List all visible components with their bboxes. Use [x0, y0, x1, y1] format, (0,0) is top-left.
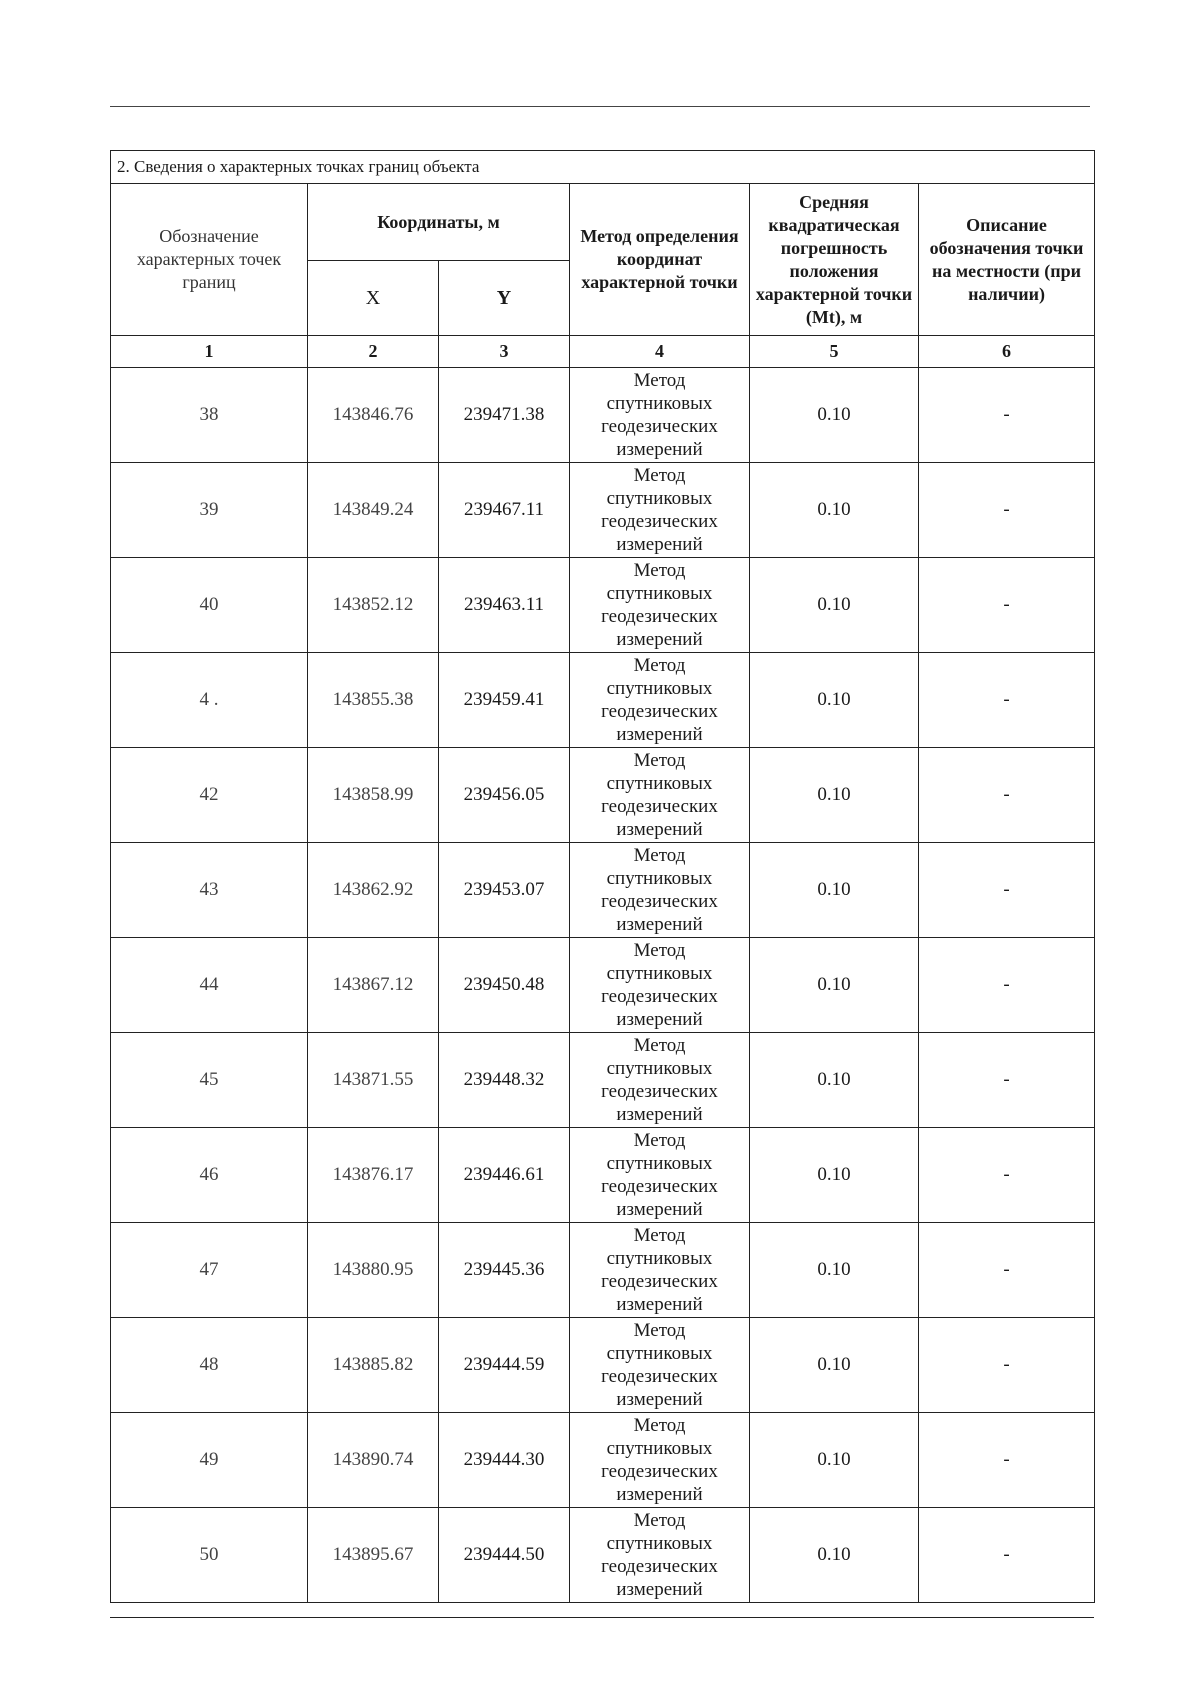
description-cell: - — [919, 1413, 1095, 1508]
column-number: 6 — [919, 336, 1095, 368]
x-coordinate-cell: 143880.95 — [308, 1223, 439, 1318]
error-cell: 0.10 — [750, 938, 919, 1033]
point-id-cell: 40 — [111, 558, 308, 653]
method-cell: Метод спутниковых геодезических измерений — [570, 1413, 750, 1508]
x-coordinate-cell: 143862.92 — [308, 843, 439, 938]
method-cell: Метод спутниковых геодезических измерений — [570, 1128, 750, 1223]
boundary-points-table-wrap — [110, 150, 1094, 1618]
method-cell: Метод спутниковых геодезических измерений — [570, 938, 750, 1033]
point-id-cell: 46 — [111, 1128, 308, 1223]
x-coordinate-cell: 143855.38 — [308, 653, 439, 748]
description-cell: - — [919, 653, 1095, 748]
description-cell: - — [919, 1223, 1095, 1318]
description-cell: - — [919, 843, 1095, 938]
table-row — [111, 843, 1095, 938]
table-row — [111, 558, 1095, 653]
header-method: Метод определения координат характерной точки — [570, 184, 750, 336]
y-coordinate-cell: 239444.59 — [439, 1318, 570, 1413]
x-coordinate-cell: 143895.67 — [308, 1508, 439, 1603]
table-body — [111, 368, 1095, 1603]
x-coordinate-cell: 143885.82 — [308, 1318, 439, 1413]
y-coordinate-cell: 239450.48 — [439, 938, 570, 1033]
error-cell: 0.10 — [750, 463, 919, 558]
method-cell: Метод спутниковых геодезических измерений — [570, 843, 750, 938]
x-coordinate-cell: 143867.12 — [308, 938, 439, 1033]
column-number: 5 — [750, 336, 919, 368]
table-row — [111, 1508, 1095, 1603]
table-row — [111, 938, 1095, 1033]
x-coordinate-cell: 143846.76 — [308, 368, 439, 463]
column-number: 4 — [570, 336, 750, 368]
error-cell: 0.10 — [750, 843, 919, 938]
error-cell: 0.10 — [750, 1128, 919, 1223]
header-description: Описание обозначения точки на местности (при наличии) — [919, 184, 1095, 336]
method-cell: Метод спутниковых геодезических измерений — [570, 1223, 750, 1318]
point-id-cell: 49 — [111, 1413, 308, 1508]
description-cell: - — [919, 1033, 1095, 1128]
header-designation: Обозначение характерных точек границ — [111, 184, 308, 336]
x-coordinate-cell: 143858.99 — [308, 748, 439, 843]
boundary-points-table — [110, 150, 1095, 1603]
y-coordinate-cell: 239448.32 — [439, 1033, 570, 1128]
bottom-rule — [110, 1617, 1094, 1618]
y-coordinate-cell: 239446.61 — [439, 1128, 570, 1223]
y-coordinate-cell: 239444.50 — [439, 1508, 570, 1603]
point-id-cell: 48 — [111, 1318, 308, 1413]
error-cell: 0.10 — [750, 1508, 919, 1603]
y-coordinate-cell: 239445.36 — [439, 1223, 570, 1318]
error-cell: 0.10 — [750, 1033, 919, 1128]
title-row — [111, 151, 1095, 184]
method-cell: Метод спутниковых геодезических измерений — [570, 1033, 750, 1128]
table-row — [111, 1033, 1095, 1128]
method-cell: Метод спутниковых геодезических измерений — [570, 558, 750, 653]
point-id-cell: 43 — [111, 843, 308, 938]
x-coordinate-cell: 143890.74 — [308, 1413, 439, 1508]
point-id-cell: 44 — [111, 938, 308, 1033]
table-title: 2. Сведения о характерных точках границ объекта — [111, 151, 1095, 184]
description-cell: - — [919, 938, 1095, 1033]
header-x: X — [308, 261, 439, 336]
error-cell: 0.10 — [750, 1223, 919, 1318]
point-id-cell: 39 — [111, 463, 308, 558]
point-id-cell: 45 — [111, 1033, 308, 1128]
y-coordinate-cell: 239459.41 — [439, 653, 570, 748]
point-id-cell: 38 — [111, 368, 308, 463]
point-id-cell: 50 — [111, 1508, 308, 1603]
table-row — [111, 1128, 1095, 1223]
method-cell: Метод спутниковых геодезических измерений — [570, 463, 750, 558]
header-row-1 — [111, 184, 1095, 261]
y-coordinate-cell: 239444.30 — [439, 1413, 570, 1508]
column-number: 3 — [439, 336, 570, 368]
x-coordinate-cell: 143876.17 — [308, 1128, 439, 1223]
y-coordinate-cell: 239453.07 — [439, 843, 570, 938]
x-coordinate-cell: 143849.24 — [308, 463, 439, 558]
method-cell: Метод спутниковых геодезических измерений — [570, 748, 750, 843]
description-cell: - — [919, 463, 1095, 558]
table-row — [111, 368, 1095, 463]
column-number-row — [111, 336, 1095, 368]
table-row — [111, 463, 1095, 558]
y-coordinate-cell: 239467.11 — [439, 463, 570, 558]
description-cell: - — [919, 368, 1095, 463]
method-cell: Метод спутниковых геодезических измерений — [570, 1508, 750, 1603]
method-cell: Метод спутниковых геодезических измерений — [570, 368, 750, 463]
header-y: Y — [439, 261, 570, 336]
x-coordinate-cell: 143871.55 — [308, 1033, 439, 1128]
description-cell: - — [919, 1508, 1095, 1603]
description-cell: - — [919, 748, 1095, 843]
table-row — [111, 653, 1095, 748]
description-cell: - — [919, 1318, 1095, 1413]
table-row — [111, 1413, 1095, 1508]
y-coordinate-cell: 239456.05 — [439, 748, 570, 843]
method-cell: Метод спутниковых геодезических измерений — [570, 653, 750, 748]
method-cell: Метод спутниковых геодезических измерений — [570, 1318, 750, 1413]
header-coordinates: Координаты, м — [308, 184, 570, 261]
point-id-cell: 47 — [111, 1223, 308, 1318]
error-cell: 0.10 — [750, 368, 919, 463]
y-coordinate-cell: 239463.11 — [439, 558, 570, 653]
x-coordinate-cell: 143852.12 — [308, 558, 439, 653]
column-number: 1 — [111, 336, 308, 368]
description-cell: - — [919, 1128, 1095, 1223]
y-coordinate-cell: 239471.38 — [439, 368, 570, 463]
table-row — [111, 748, 1095, 843]
description-cell: - — [919, 558, 1095, 653]
error-cell: 0.10 — [750, 558, 919, 653]
error-cell: 0.10 — [750, 748, 919, 843]
header-error: Средняя квадратическая погрешность положения характерной точки (Mt), м — [750, 184, 919, 336]
point-id-cell: 42 — [111, 748, 308, 843]
table-row — [111, 1318, 1095, 1413]
error-cell: 0.10 — [750, 1413, 919, 1508]
column-number: 2 — [308, 336, 439, 368]
error-cell: 0.10 — [750, 653, 919, 748]
top-rule — [110, 106, 1090, 107]
error-cell: 0.10 — [750, 1318, 919, 1413]
table-row — [111, 1223, 1095, 1318]
point-id-cell: 4 . — [111, 653, 308, 748]
